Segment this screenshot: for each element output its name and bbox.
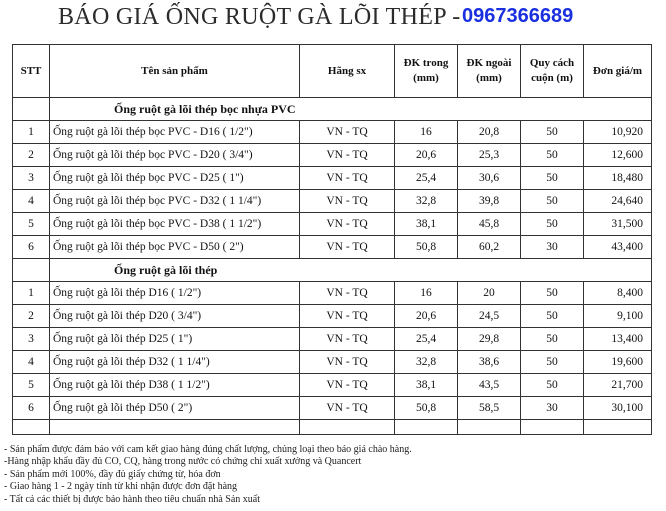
cell-roll-length: 30 — [521, 236, 584, 259]
cell-unit-price: 43,400 — [584, 236, 652, 259]
cell-stt: 6 — [13, 397, 50, 420]
note-line: - Sản phẩm được đảm bảo với cam kết giao hàng đúng chất lượng, chủng loại theo báo giá chào hàng. — [4, 444, 412, 455]
blank-cell — [584, 420, 652, 435]
column-header-stt: STT — [13, 45, 50, 98]
section-title: Ống ruột gà lõi thép — [50, 259, 652, 282]
cell-inner-diameter: 32,8 — [395, 190, 458, 213]
cell-outer-diameter: 58,5 — [458, 397, 521, 420]
cell-product-name: Ống ruột gà lõi thép D16 ( 1/2") — [50, 282, 300, 305]
cell-manufacturer: VN - TQ — [300, 144, 395, 167]
blank-row — [13, 420, 652, 435]
table-row — [13, 397, 652, 420]
cell-outer-diameter: 38,6 — [458, 351, 521, 374]
cell-manufacturer: VN - TQ — [300, 121, 395, 144]
cell-manufacturer: VN - TQ — [300, 282, 395, 305]
blank-cell — [521, 420, 584, 435]
table-row — [13, 144, 652, 167]
cell-manufacturer: VN - TQ — [300, 213, 395, 236]
cell-stt: 3 — [13, 328, 50, 351]
cell-unit-price: 13,400 — [584, 328, 652, 351]
column-header-manufacturer: Hãng sx — [300, 45, 395, 98]
cell-roll-length: 50 — [521, 282, 584, 305]
page-title: BÁO GIÁ ỐNG RUỘT GÀ LÕI THÉP - — [58, 4, 461, 30]
cell-stt: 1 — [13, 121, 50, 144]
cell-manufacturer: VN - TQ — [300, 328, 395, 351]
cell-roll-length: 30 — [521, 397, 584, 420]
table-body — [13, 98, 652, 435]
cell-roll-length: 50 — [521, 190, 584, 213]
cell-roll-length: 50 — [521, 167, 584, 190]
cell-unit-price: 21,700 — [584, 374, 652, 397]
cell-unit-price: 8,400 — [584, 282, 652, 305]
column-header-unit-price: Đơn giá/m — [584, 45, 652, 98]
cell-manufacturer: VN - TQ — [300, 305, 395, 328]
table-row — [13, 305, 652, 328]
cell-product-name: Ống ruột gà lõi thép bọc PVC - D32 ( 1 1/4") — [50, 190, 300, 213]
cell-roll-length: 50 — [521, 144, 584, 167]
table-row — [13, 190, 652, 213]
table-row — [13, 351, 652, 374]
section-title: Ống ruột gà lõi thép bọc nhựa PVC — [50, 98, 652, 121]
table-row — [13, 282, 652, 305]
cell-stt: 3 — [13, 167, 50, 190]
cell-manufacturer: VN - TQ — [300, 236, 395, 259]
column-header-outer-diameter: ĐK ngoài (mm) — [458, 45, 521, 98]
cell-unit-price: 18,480 — [584, 167, 652, 190]
cell-product-name: Ống ruột gà lõi thép bọc PVC - D25 ( 1") — [50, 167, 300, 190]
column-header-inner-diameter: ĐK trong (mm) — [395, 45, 458, 98]
cell-product-name: Ống ruột gà lõi thép D32 ( 1 1/4") — [50, 351, 300, 374]
cell-outer-diameter: 30,6 — [458, 167, 521, 190]
table-row — [13, 213, 652, 236]
cell-roll-length: 50 — [521, 328, 584, 351]
cell-inner-diameter: 20,6 — [395, 305, 458, 328]
cell-stt: 4 — [13, 190, 50, 213]
table-header-row — [13, 45, 652, 98]
cell-outer-diameter: 25,3 — [458, 144, 521, 167]
section-header-row — [13, 259, 652, 282]
section-header-row — [13, 98, 652, 121]
cell-product-name: Ống ruột gà lõi thép D20 ( 3/4") — [50, 305, 300, 328]
note-line: - Tất cả các thiết bị được bảo hành theo tiêu chuẩn nhà Sản xuất — [4, 493, 260, 505]
cell-manufacturer: VN - TQ — [300, 397, 395, 420]
cell-roll-length: 50 — [521, 351, 584, 374]
table-row — [13, 374, 652, 397]
table-row — [13, 236, 652, 259]
cell-manufacturer: VN - TQ — [300, 190, 395, 213]
cell-product-name: Ống ruột gà lõi thép bọc PVC - D38 ( 1 1/2") — [50, 213, 300, 236]
cell-unit-price: 12,600 — [584, 144, 652, 167]
price-table — [12, 44, 652, 435]
cell-inner-diameter: 16 — [395, 121, 458, 144]
cell-stt: 6 — [13, 236, 50, 259]
cell-roll-length: 50 — [521, 374, 584, 397]
cell-inner-diameter: 38,1 — [395, 213, 458, 236]
cell-outer-diameter: 45,8 — [458, 213, 521, 236]
cell-product-name: Ống ruột gà lõi thép D25 ( 1") — [50, 328, 300, 351]
blank-cell — [13, 420, 50, 435]
cell-outer-diameter: 20 — [458, 282, 521, 305]
page-header — [0, 4, 666, 38]
note-line: - Giao hàng 1 - 2 ngày tính từ khi nhận được đơn đặt hàng — [4, 481, 238, 493]
cell-stt: 2 — [13, 144, 50, 167]
cell-stt: 2 — [13, 305, 50, 328]
cell-outer-diameter: 60,2 — [458, 236, 521, 259]
section-stt-cell — [13, 259, 50, 282]
cell-product-name: Ống ruột gà lõi thép bọc PVC - D50 ( 2") — [50, 236, 300, 259]
cell-manufacturer: VN - TQ — [300, 351, 395, 374]
cell-product-name: Ống ruột gà lõi thép bọc PVC - D16 ( 1/2") — [50, 121, 300, 144]
cell-outer-diameter: 39,8 — [458, 190, 521, 213]
cell-outer-diameter: 29,8 — [458, 328, 521, 351]
cell-inner-diameter: 38,1 — [395, 374, 458, 397]
column-header-product-name: Tên sản phẩm — [50, 45, 300, 98]
cell-inner-diameter: 25,4 — [395, 328, 458, 351]
notes — [4, 444, 654, 506]
cell-roll-length: 50 — [521, 213, 584, 236]
column-header-roll-length: Quy cách cuộn (m) — [521, 45, 584, 98]
cell-unit-price: 19,600 — [584, 351, 652, 374]
cell-unit-price: 10,920 — [584, 121, 652, 144]
blank-cell — [395, 420, 458, 435]
cell-inner-diameter: 50,8 — [395, 236, 458, 259]
cell-unit-price: 24,640 — [584, 190, 652, 213]
cell-unit-price: 31,500 — [584, 213, 652, 236]
cell-product-name: Ống ruột gà lõi thép D38 ( 1 1/2") — [50, 374, 300, 397]
blank-cell — [50, 420, 300, 435]
cell-inner-diameter: 25,4 — [395, 167, 458, 190]
cell-roll-length: 50 — [521, 121, 584, 144]
table-row — [13, 121, 652, 144]
cell-stt: 4 — [13, 351, 50, 374]
cell-manufacturer: VN - TQ — [300, 167, 395, 190]
note-line: - Sản phẩm mới 100%, đầy đủ giấy chứng từ, hóa đơn — [4, 468, 221, 480]
cell-outer-diameter: 20,8 — [458, 121, 521, 144]
section-stt-cell — [13, 98, 50, 121]
cell-inner-diameter: 20,6 — [395, 144, 458, 167]
blank-cell — [458, 420, 521, 435]
cell-inner-diameter: 50,8 — [395, 397, 458, 420]
cell-roll-length: 50 — [521, 305, 584, 328]
cell-manufacturer: VN - TQ — [300, 374, 395, 397]
cell-inner-diameter: 16 — [395, 282, 458, 305]
cell-outer-diameter: 43,5 — [458, 374, 521, 397]
table-row — [13, 328, 652, 351]
cell-outer-diameter: 24,5 — [458, 305, 521, 328]
blank-cell — [300, 420, 395, 435]
cell-stt: 5 — [13, 213, 50, 236]
note-line: -Hàng nhập khẩu đầy đủ CO, CQ, hàng trong nước có chứng chỉ xuất xưởng và Quancert — [4, 456, 362, 468]
cell-unit-price: 30,100 — [584, 397, 652, 420]
cell-stt: 5 — [13, 374, 50, 397]
cell-unit-price: 9,100 — [584, 305, 652, 328]
table-row — [13, 167, 652, 190]
phone-number[interactable]: 0967366689 — [462, 5, 574, 27]
cell-product-name: Ống ruột gà lõi thép D50 ( 2") — [50, 397, 300, 420]
cell-inner-diameter: 32,8 — [395, 351, 458, 374]
cell-product-name: Ống ruột gà lõi thép bọc PVC - D20 ( 3/4") — [50, 144, 300, 167]
cell-stt: 1 — [13, 282, 50, 305]
